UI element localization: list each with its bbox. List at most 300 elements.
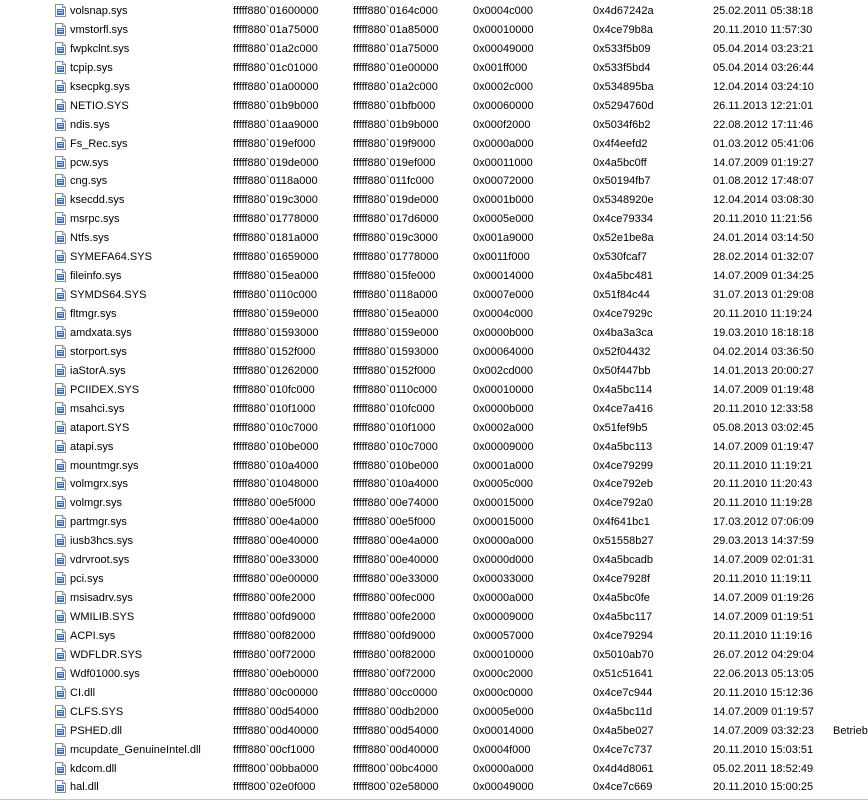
driver-size: 0x00014000 bbox=[473, 724, 534, 737]
driver-file-icon bbox=[55, 4, 66, 17]
start-address: fffff880`0110c000 bbox=[233, 289, 318, 302]
table-row[interactable] bbox=[0, 116, 868, 135]
table-row[interactable] bbox=[0, 551, 868, 570]
driver-date: 31.07.2013 01:29:08 bbox=[713, 289, 814, 302]
driver-timestamp: 0x4ce7928f bbox=[593, 573, 650, 586]
driver-size: 0x00010000 bbox=[473, 23, 534, 36]
table-row[interactable] bbox=[0, 78, 868, 97]
driver-file-icon bbox=[55, 269, 66, 282]
driver-date: 20.11.2010 11:20:43 bbox=[713, 478, 813, 491]
end-address: fffff880`01a85000 bbox=[353, 23, 439, 36]
end-address: fffff880`019c3000 bbox=[353, 232, 438, 245]
driver-timestamp: 0x534895ba bbox=[593, 80, 654, 93]
driver-size: 0x0007e000 bbox=[473, 289, 534, 302]
driver-name: mountmgr.sys bbox=[70, 459, 139, 472]
driver-timestamp: 0x51fef9b5 bbox=[593, 421, 648, 434]
table-row[interactable] bbox=[0, 154, 868, 173]
driver-file-icon bbox=[55, 780, 66, 793]
end-address: fffff880`017d6000 bbox=[353, 213, 439, 226]
driver-size: 0x0005e000 bbox=[473, 213, 534, 226]
table-row[interactable] bbox=[0, 21, 868, 40]
start-address: fffff880`00e5f000 bbox=[233, 497, 316, 510]
start-address: fffff880`00fe2000 bbox=[233, 592, 316, 605]
driver-file-icon bbox=[55, 288, 66, 301]
start-address: fffff880`00cf1000 bbox=[233, 743, 315, 756]
driver-timestamp: 0x4ce7929c bbox=[593, 308, 653, 320]
start-address: fffff880`019ef000 bbox=[233, 137, 316, 150]
driver-size: 0x0000d000 bbox=[473, 554, 534, 567]
table-row[interactable] bbox=[0, 532, 868, 551]
driver-file-icon bbox=[55, 174, 66, 187]
driver-timestamp: 0x530fcaf7 bbox=[593, 251, 647, 264]
start-address: fffff800`00bba000 bbox=[233, 762, 319, 775]
driver-timestamp: 0x5294760d bbox=[593, 99, 654, 112]
start-address: fffff880`00e4a000 bbox=[233, 516, 319, 529]
driver-name: iusb3hcs.sys bbox=[70, 535, 133, 548]
end-address: fffff880`00fd9000 bbox=[353, 629, 436, 642]
driver-timestamp: 0x4ce792eb bbox=[593, 478, 653, 491]
driver-timestamp: 0x4a5bc0ff bbox=[593, 156, 647, 169]
end-address: fffff880`00e33000 bbox=[353, 573, 439, 586]
start-address: fffff880`010c7000 bbox=[233, 421, 318, 434]
driver-name: fileinfo.sys bbox=[70, 270, 122, 283]
end-address: fffff800`02e58000 bbox=[353, 781, 439, 794]
end-address: fffff880`010c7000 bbox=[353, 440, 438, 453]
start-address: fffff880`00eb0000 bbox=[233, 667, 319, 680]
table-row[interactable] bbox=[0, 494, 868, 513]
table-row[interactable] bbox=[0, 40, 868, 59]
driver-name: ACPI.sys bbox=[70, 629, 116, 642]
driver-date: 20.11.2010 11:19:24 bbox=[713, 308, 813, 320]
driver-date: 22.08.2012 17:11:46 bbox=[713, 118, 814, 131]
start-address: fffff880`01048000 bbox=[233, 478, 319, 491]
driver-date: 01.03.2012 05:41:06 bbox=[713, 137, 814, 150]
table-row[interactable] bbox=[0, 59, 868, 78]
start-address: fffff880`0152f000 bbox=[233, 345, 316, 358]
table-row[interactable] bbox=[0, 172, 868, 191]
table-row[interactable] bbox=[0, 191, 868, 210]
table-row[interactable] bbox=[0, 305, 868, 324]
table-row[interactable] bbox=[0, 778, 868, 797]
table-row[interactable] bbox=[0, 722, 868, 741]
driver-size: 0x00064000 bbox=[473, 345, 534, 358]
table-row[interactable] bbox=[0, 703, 868, 722]
driver-date: 26.07.2012 04:29:04 bbox=[713, 648, 814, 661]
end-address: fffff880`00e74000 bbox=[353, 497, 439, 510]
driver-name: NETIO.SYS bbox=[70, 99, 129, 112]
start-address: fffff880`0159e000 bbox=[233, 308, 319, 320]
table-row[interactable] bbox=[0, 589, 868, 608]
end-address: fffff880`00db2000 bbox=[353, 705, 439, 718]
driver-size: 0x00057000 bbox=[473, 629, 534, 642]
end-address: fffff880`01a2c000 bbox=[353, 80, 438, 93]
driver-timestamp: 0x4f641bc1 bbox=[593, 516, 650, 529]
driver-timestamp: 0x52f04432 bbox=[593, 345, 651, 358]
end-address: fffff880`019f9000 bbox=[353, 137, 436, 150]
driver-date: 05.02.2011 18:52:49 bbox=[713, 762, 814, 775]
driver-file-icon bbox=[55, 99, 66, 112]
driver-file-icon bbox=[55, 402, 66, 415]
driver-file-icon bbox=[55, 477, 66, 490]
driver-size: 0x0000a000 bbox=[473, 762, 534, 775]
driver-name: Wdf01000.sys bbox=[70, 667, 140, 680]
driver-date: 28.02.2014 01:32:07 bbox=[713, 251, 814, 264]
driver-file-icon bbox=[55, 118, 66, 131]
bottom-divider bbox=[0, 799, 868, 800]
driver-name: CI.dll bbox=[70, 686, 96, 699]
table-row[interactable] bbox=[0, 229, 868, 248]
driver-size: 0x0000b000 bbox=[473, 326, 534, 339]
end-address: fffff880`00e4a000 bbox=[353, 535, 439, 548]
driver-file-icon bbox=[55, 231, 66, 244]
driver-timestamp: 0x533f5bd4 bbox=[593, 61, 651, 74]
driver-file-icon bbox=[55, 686, 66, 699]
driver-file-icon bbox=[55, 156, 66, 169]
driver-date: 01.08.2012 17:48:07 bbox=[713, 175, 814, 188]
table-row[interactable] bbox=[0, 513, 868, 532]
driver-timestamp: 0x4f4eefd2 bbox=[593, 137, 648, 150]
table-row[interactable] bbox=[0, 627, 868, 646]
driver-name: volmgrx.sys bbox=[70, 478, 129, 491]
driver-date: 14.07.2009 01:19:27 bbox=[713, 156, 814, 169]
table-row[interactable] bbox=[0, 646, 868, 665]
driver-name: Fs_Rec.sys bbox=[70, 137, 128, 150]
driver-name: msrpc.sys bbox=[70, 213, 120, 226]
start-address: fffff880`010f1000 bbox=[233, 402, 316, 415]
end-address: fffff880`019de000 bbox=[353, 194, 439, 207]
driver-name: vmstorfl.sys bbox=[70, 23, 129, 36]
driver-file-icon bbox=[55, 61, 66, 74]
end-address: fffff880`01593000 bbox=[353, 345, 439, 358]
driver-size: 0x0000b000 bbox=[473, 402, 534, 415]
end-address: fffff880`01bfb000 bbox=[353, 99, 436, 112]
driver-size: 0x0002c000 bbox=[473, 80, 533, 93]
driver-size: 0x000f2000 bbox=[473, 118, 531, 131]
start-address: fffff880`01778000 bbox=[233, 213, 319, 226]
driver-name: storport.sys bbox=[70, 345, 127, 358]
table-row[interactable] bbox=[0, 419, 868, 438]
driver-name: ataport.SYS bbox=[70, 421, 130, 434]
driver-file-icon bbox=[55, 326, 66, 339]
driver-name: mcupdate_GenuineIntel.dll bbox=[70, 743, 201, 756]
driver-date: 20.11.2010 15:00:25 bbox=[713, 781, 814, 794]
driver-timestamp: 0x5034f6b2 bbox=[593, 118, 651, 131]
driver-name: PSHED.dll bbox=[70, 724, 122, 737]
driver-date: 05.04.2014 03:26:44 bbox=[713, 61, 814, 74]
start-address: fffff880`00d54000 bbox=[233, 705, 319, 718]
driver-name: SYMDS64.SYS bbox=[70, 289, 147, 302]
end-address: fffff880`0159e000 bbox=[353, 326, 439, 339]
start-address: fffff880`010be000 bbox=[233, 440, 319, 453]
driver-file-icon bbox=[55, 345, 66, 358]
table-row[interactable] bbox=[0, 457, 868, 476]
end-address: fffff880`0152f000 bbox=[353, 364, 436, 377]
driver-name: iaStorA.sys bbox=[70, 364, 126, 377]
driver-size: 0x0011f000 bbox=[473, 251, 530, 264]
start-address: fffff880`01593000 bbox=[233, 326, 319, 339]
driver-name: tcpip.sys bbox=[70, 61, 113, 74]
driver-size: 0x0005e000 bbox=[473, 705, 534, 718]
driver-timestamp: 0x4ce79299 bbox=[593, 459, 653, 472]
driver-name: WMILIB.SYS bbox=[70, 611, 135, 623]
end-address: fffff880`015fe000 bbox=[353, 270, 436, 283]
driver-timestamp: 0x4ce7c737 bbox=[593, 743, 653, 756]
driver-date: 25.02.2011 05:38:18 bbox=[713, 5, 814, 17]
driver-size: 0x00033000 bbox=[473, 573, 534, 586]
driver-date: 20.11.2010 11:57:30 bbox=[713, 23, 813, 36]
driver-size: 0x001ff000 bbox=[473, 61, 528, 74]
driver-size: 0x0001a000 bbox=[473, 459, 534, 472]
driver-date: 26.11.2013 12:21:01 bbox=[713, 99, 814, 112]
end-address: fffff880`00cc0000 bbox=[353, 686, 438, 699]
driver-name: pcw.sys bbox=[70, 156, 109, 169]
driver-date: 04.02.2014 03:36:50 bbox=[713, 345, 814, 358]
table-row[interactable] bbox=[0, 665, 868, 684]
driver-list bbox=[0, 2, 868, 797]
driver-size: 0x0004f000 bbox=[473, 743, 531, 756]
end-address: fffff880`010fc000 bbox=[353, 402, 435, 415]
start-address: fffff880`01262000 bbox=[233, 364, 319, 377]
start-address: fffff880`00e33000 bbox=[233, 554, 319, 567]
table-row[interactable] bbox=[0, 267, 868, 286]
driver-timestamp: 0x4a5bcadb bbox=[593, 554, 653, 567]
start-address: fffff880`01600000 bbox=[233, 5, 319, 17]
end-address: fffff880`0164c000 bbox=[353, 5, 438, 17]
driver-date: 14.07.2009 02:01:31 bbox=[713, 554, 814, 567]
start-address: fffff880`00f72000 bbox=[233, 648, 316, 661]
driver-size: 0x00011000 bbox=[473, 156, 533, 169]
start-address: fffff880`01a2c000 bbox=[233, 42, 318, 55]
driver-name: atapi.sys bbox=[70, 440, 114, 453]
driver-name: msisadrv.sys bbox=[70, 592, 133, 605]
driver-size: 0x0001b000 bbox=[473, 194, 534, 207]
driver-name: PCIIDEX.SYS bbox=[70, 383, 140, 396]
driver-file-icon bbox=[55, 137, 66, 150]
driver-file-icon bbox=[55, 705, 66, 718]
driver-size: 0x00072000 bbox=[473, 175, 534, 188]
driver-file-icon bbox=[55, 553, 66, 566]
driver-size: 0x00060000 bbox=[473, 99, 534, 112]
driver-date: 14.07.2009 01:19:26 bbox=[713, 592, 814, 605]
driver-date: 20.11.2010 15:12:36 bbox=[713, 686, 814, 699]
driver-timestamp: 0x4a5bc113 bbox=[593, 440, 653, 453]
driver-file-icon bbox=[55, 250, 66, 263]
start-address: fffff880`00fd9000 bbox=[233, 611, 316, 623]
driver-size: 0x00009000 bbox=[473, 440, 534, 453]
end-address: fffff800`00bc4000 bbox=[353, 762, 438, 775]
driver-timestamp: 0x51558b27 bbox=[593, 535, 654, 548]
driver-timestamp: 0x50f447bb bbox=[593, 364, 651, 377]
end-address: fffff880`010be000 bbox=[353, 459, 439, 472]
driver-date: 20.11.2010 15:03:51 bbox=[713, 743, 814, 756]
end-address: fffff880`00f82000 bbox=[353, 648, 436, 661]
driver-file-icon bbox=[55, 648, 66, 661]
end-address: fffff880`019ef000 bbox=[353, 156, 436, 169]
start-address: fffff880`010fc000 bbox=[233, 383, 315, 396]
driver-timestamp: 0x4a5bc114 bbox=[593, 383, 653, 396]
driver-size: 0x00049000 bbox=[473, 781, 534, 794]
driver-size: 0x002cd000 bbox=[473, 364, 533, 377]
table-row[interactable] bbox=[0, 741, 868, 760]
driver-timestamp: 0x51f84c44 bbox=[593, 289, 650, 302]
driver-file-icon bbox=[55, 440, 66, 453]
driver-size: 0x0000a000 bbox=[473, 137, 534, 150]
driver-timestamp: 0x52e1be8a bbox=[593, 232, 654, 245]
start-address: fffff880`01a00000 bbox=[233, 80, 319, 93]
driver-name: hal.dll bbox=[70, 781, 99, 794]
end-address: fffff880`0110c000 bbox=[353, 383, 438, 396]
driver-date: 20.11.2010 11:19:11 bbox=[713, 573, 812, 586]
table-row[interactable] bbox=[0, 475, 868, 494]
driver-date: 24.01.2014 03:14:50 bbox=[713, 232, 814, 245]
driver-timestamp: 0x4ce7a416 bbox=[593, 402, 653, 415]
driver-timestamp: 0x5348920e bbox=[593, 194, 654, 207]
driver-size: 0x0004c000 bbox=[473, 5, 533, 17]
driver-date: 12.04.2014 03:24:10 bbox=[713, 80, 814, 93]
table-row[interactable] bbox=[0, 570, 868, 589]
driver-date: 20.11.2010 12:33:58 bbox=[713, 402, 814, 415]
driver-name: SYMEFA64.SYS bbox=[70, 251, 152, 264]
driver-size: 0x00049000 bbox=[473, 42, 534, 55]
driver-date: 20.11.2010 11:19:21 bbox=[713, 459, 813, 472]
end-address: fffff880`00f72000 bbox=[353, 667, 436, 680]
driver-file-icon bbox=[55, 610, 66, 623]
table-row[interactable] bbox=[0, 2, 868, 21]
start-address: fffff800`02e0f000 bbox=[233, 781, 316, 794]
driver-file-icon bbox=[55, 42, 66, 55]
driver-date: 05.04.2014 03:23:21 bbox=[713, 42, 814, 55]
driver-size: 0x001a9000 bbox=[473, 232, 534, 245]
driver-timestamp: 0x4a5bc481 bbox=[593, 270, 653, 283]
driver-file-icon bbox=[55, 193, 66, 206]
end-address: fffff880`00fec000 bbox=[353, 592, 435, 605]
driver-date: 05.08.2013 03:02:45 bbox=[713, 421, 814, 434]
table-row[interactable] bbox=[0, 362, 868, 381]
driver-timestamp: 0x4ce79334 bbox=[593, 213, 653, 226]
table-row[interactable] bbox=[0, 210, 868, 229]
end-address: fffff880`0118a000 bbox=[353, 289, 438, 302]
start-address: fffff880`010a4000 bbox=[233, 459, 319, 472]
driver-size: 0x00010000 bbox=[473, 383, 534, 396]
driver-file-icon bbox=[55, 743, 66, 756]
driver-file-icon bbox=[55, 459, 66, 472]
start-address: fffff880`00f82000 bbox=[233, 629, 316, 642]
start-address: fffff880`00c00000 bbox=[233, 686, 318, 699]
driver-name: volmgr.sys bbox=[70, 497, 122, 510]
driver-date: 12.04.2014 03:08:30 bbox=[713, 194, 814, 207]
driver-timestamp: 0x4d4d8061 bbox=[593, 762, 654, 775]
start-address: fffff880`01aa9000 bbox=[233, 118, 319, 131]
table-row[interactable] bbox=[0, 760, 868, 779]
table-row[interactable] bbox=[0, 286, 868, 305]
start-address: fffff880`0181a000 bbox=[233, 232, 319, 245]
table-row[interactable] bbox=[0, 324, 868, 343]
driver-size: 0x00015000 bbox=[473, 516, 534, 529]
driver-name: amdxata.sys bbox=[70, 326, 132, 339]
driver-size: 0x00010000 bbox=[473, 648, 534, 661]
driver-file-icon bbox=[55, 534, 66, 547]
driver-timestamp: 0x4a5bc0fe bbox=[593, 592, 650, 605]
driver-date: 20.11.2010 11:21:56 bbox=[713, 213, 813, 226]
table-row[interactable] bbox=[0, 343, 868, 362]
driver-file-icon bbox=[55, 515, 66, 528]
driver-date: 14.07.2009 01:19:57 bbox=[713, 705, 814, 718]
driver-file-icon bbox=[55, 421, 66, 434]
driver-timestamp: 0x4a5bc11d bbox=[593, 705, 653, 718]
end-address: fffff880`01e00000 bbox=[353, 61, 439, 74]
driver-name: fltmgr.sys bbox=[70, 308, 117, 320]
driver-file-icon bbox=[55, 629, 66, 642]
end-address: fffff880`01a75000 bbox=[353, 42, 439, 55]
driver-timestamp: 0x4ce79b8a bbox=[593, 23, 653, 36]
end-address: fffff880`01b9b000 bbox=[353, 118, 439, 131]
end-address: fffff880`015ea000 bbox=[353, 308, 439, 320]
driver-name: vdrvroot.sys bbox=[70, 554, 130, 567]
driver-name: kdcom.dll bbox=[70, 762, 117, 775]
driver-file-icon bbox=[55, 212, 66, 225]
driver-timestamp: 0x4a5be027 bbox=[593, 724, 654, 737]
driver-file-icon bbox=[55, 762, 66, 775]
table-row[interactable] bbox=[0, 438, 868, 457]
start-address: fffff880`01a75000 bbox=[233, 23, 319, 36]
table-row[interactable] bbox=[0, 248, 868, 267]
table-row[interactable] bbox=[0, 400, 868, 419]
driver-size: 0x0005c000 bbox=[473, 478, 533, 491]
driver-file-icon bbox=[55, 667, 66, 680]
driver-name: ndis.sys bbox=[70, 118, 110, 131]
driver-timestamp: 0x4ce7c944 bbox=[593, 686, 653, 699]
driver-timestamp: 0x4a5bc117 bbox=[593, 611, 653, 623]
driver-name: CLFS.SYS bbox=[70, 705, 124, 718]
driver-file-icon bbox=[55, 496, 66, 509]
table-row[interactable] bbox=[0, 608, 868, 627]
driver-file-icon bbox=[55, 364, 66, 377]
table-row[interactable] bbox=[0, 684, 868, 703]
end-address: fffff880`00e40000 bbox=[353, 554, 439, 567]
truncated-column-text: Betrieb bbox=[833, 724, 868, 737]
end-address: fffff880`011fc000 bbox=[353, 175, 434, 188]
end-address: fffff880`00d54000 bbox=[353, 724, 439, 737]
driver-timestamp: 0x51c51641 bbox=[593, 667, 653, 680]
driver-name: WDFLDR.SYS bbox=[70, 648, 143, 661]
table-row[interactable] bbox=[0, 135, 868, 154]
driver-date: 14.07.2009 03:32:23 bbox=[713, 724, 814, 737]
driver-name: volsnap.sys bbox=[70, 5, 128, 17]
start-address: fffff880`01b9b000 bbox=[233, 99, 319, 112]
driver-timestamp: 0x4ce7c669 bbox=[593, 781, 653, 794]
driver-date: 20.11.2010 11:19:28 bbox=[713, 497, 813, 510]
driver-name: pci.sys bbox=[70, 573, 104, 586]
table-row[interactable] bbox=[0, 381, 868, 400]
driver-name: ksecpkg.sys bbox=[70, 80, 130, 93]
driver-name: msahci.sys bbox=[70, 402, 125, 415]
driver-name: partmgr.sys bbox=[70, 516, 127, 529]
driver-name: cng.sys bbox=[70, 175, 108, 188]
driver-date: 29.03.2013 14:37:59 bbox=[713, 535, 814, 548]
driver-timestamp: 0x4ba3a3ca bbox=[593, 326, 653, 339]
start-address: fffff880`00d40000 bbox=[233, 724, 319, 737]
driver-timestamp: 0x4d67242a bbox=[593, 5, 654, 17]
driver-file-icon bbox=[55, 724, 66, 737]
driver-size: 0x00015000 bbox=[473, 497, 534, 510]
driver-name: Ntfs.sys bbox=[70, 232, 110, 245]
end-address: fffff880`010f1000 bbox=[353, 421, 436, 434]
driver-date: 14.01.2013 20:00:27 bbox=[713, 364, 814, 377]
driver-file-icon bbox=[55, 591, 66, 604]
end-address: fffff880`00e5f000 bbox=[353, 516, 436, 529]
table-row[interactable] bbox=[0, 97, 868, 116]
driver-date: 14.07.2009 01:19:47 bbox=[713, 440, 814, 453]
